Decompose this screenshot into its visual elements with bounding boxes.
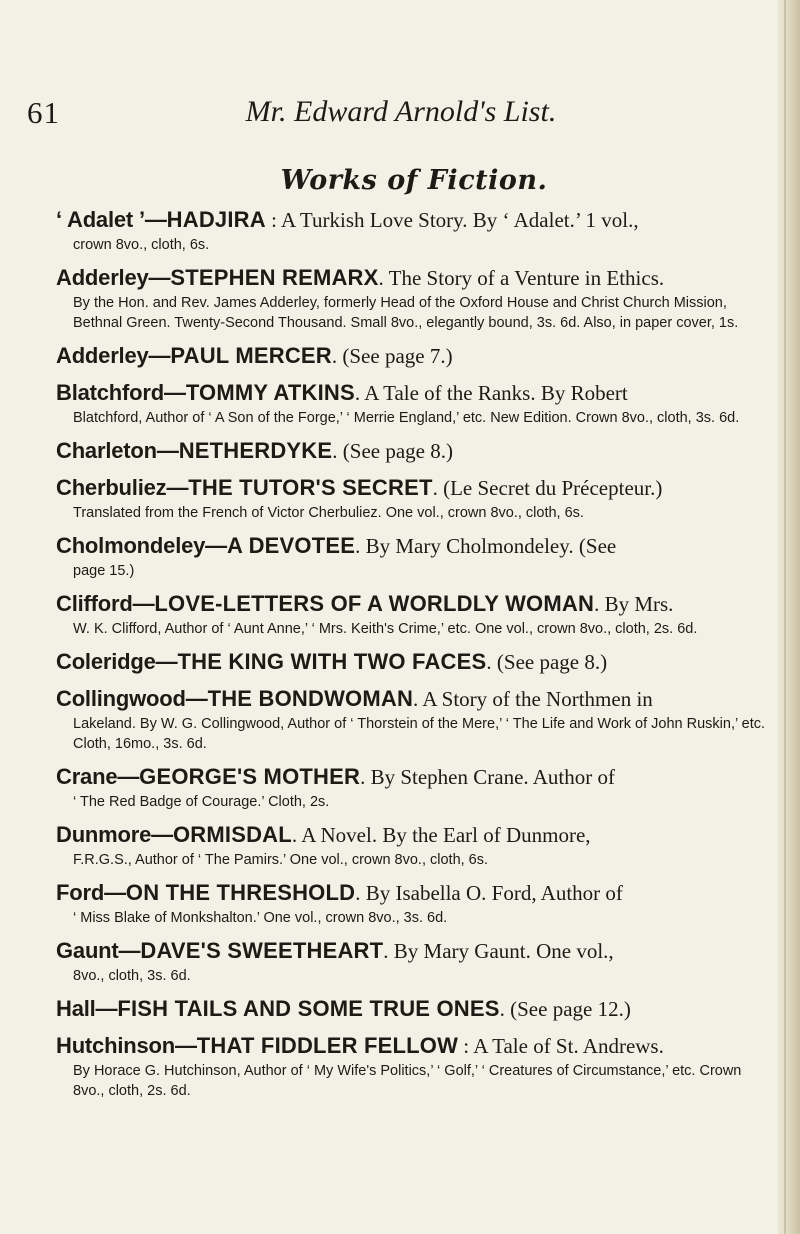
entry-detail: Blatchford, Author of ‘ A Son of the Forge,’ ‘ Merrie England,’ etc. New Edition. Crown 8vo., cloth, 3s. 6d. [73, 410, 740, 426]
entry-detail: crown 8vo., cloth, 6s. [73, 237, 210, 253]
entry-heading [56, 1032, 772, 1060]
list-item [56, 648, 772, 676]
entry-description: . A Story of the Northmen in [413, 687, 653, 711]
entry-author: Ford— [56, 880, 126, 905]
entry-author: Dunmore— [56, 822, 173, 847]
running-title: Mr. Edward Arnold's List. [245, 95, 557, 128]
entry-description: . By Mary Cholmondeley. (See [355, 534, 617, 558]
entry-description: . A Tale of the Ranks. By Robert [354, 381, 628, 405]
entry-heading [56, 532, 772, 560]
entry-detail: By the Hon. and Rev. James Adderley, formerly Head of the Oxford House and Christ Church Mission, Bethnal Green. Twenty-Second Thousand. Small 8vo., elegantly bound, 3s. 6d. Also, in paper cover, 1s. [73, 295, 739, 331]
entry-author: Charleton— [56, 438, 179, 463]
list-item [56, 590, 772, 639]
entry-author: Cholmondeley— [56, 533, 227, 558]
entry-detail: ‘ The Red Badge of Courage.’ Cloth, 2s. [73, 794, 330, 810]
entry-heading [56, 937, 772, 965]
entry-author: Hutchinson— [56, 1033, 197, 1058]
entry-description: . By Mrs. [594, 592, 674, 616]
entry-detail: 8vo., cloth, 3s. 6d. [73, 968, 191, 984]
list-item [56, 821, 772, 870]
entry-description: : A Tale of St. Andrews. [458, 1034, 664, 1058]
list-item [56, 995, 772, 1023]
entry-book-title: HADJIRA [166, 207, 266, 232]
entry-author: Collingwood— [56, 686, 208, 711]
entry-heading [56, 206, 772, 234]
entry-book-title: GEORGE'S MOTHER [139, 764, 361, 789]
entry-description: . A Novel. By the Earl of Dunmore, [291, 823, 591, 847]
entry-heading [56, 437, 772, 465]
entry-description: . (See page 8.) [332, 439, 453, 463]
entry-description: . By Stephen Crane. Author of [360, 765, 615, 789]
entry-description: . (See page 7.) [331, 344, 453, 368]
entry-book-title: DAVE'S SWEETHEART [140, 938, 384, 963]
entry-book-title: THE KING WITH TWO FACES [177, 649, 487, 674]
entry-author: Hall— [56, 996, 118, 1021]
entry-detail: page 15.) [73, 563, 135, 579]
entry-description: . (See page 12.) [499, 997, 631, 1021]
entry-author: Crane— [56, 764, 140, 789]
entry-heading [56, 821, 772, 849]
entry-book-title: ON THE THRESHOLD [125, 880, 356, 905]
page-edge [778, 0, 800, 1234]
entry-description: . (See page 8.) [486, 650, 608, 674]
page-number: 61 [27, 95, 60, 130]
entry-description: . (Le Secret du Précepteur.) [432, 476, 663, 500]
entry-description: : A Turkish Love Story. By ‘ Adalet.’ 1 vol., [265, 208, 639, 232]
page-header [25, 95, 777, 135]
entry-book-title: LOVE-LETTERS OF A WORLDLY WOMAN [154, 591, 595, 616]
entry-description: . By Mary Gaunt. One vol., [383, 939, 614, 963]
entry-detail: ‘ Miss Blake of Monkshalton.’ One vol., crown 8vo., 3s. 6d. [73, 910, 448, 926]
entry-heading [56, 264, 772, 292]
entry-book-title: STEPHEN REMARX [170, 265, 379, 290]
entry-book-title: PAUL MERCER [170, 343, 332, 368]
section-title: Works of Fiction. [280, 165, 548, 196]
entry-description: . By Isabella O. Ford, Author of [355, 881, 623, 905]
entry-book-title: A DEVOTEE [226, 533, 356, 558]
entry-detail: W. K. Clifford, Author of ‘ Aunt Anne,’ ‘ Mrs. Keith's Crime,’ etc. One vol., crown 8vo., cloth, 2s. 6d. [73, 621, 698, 637]
entry-heading [56, 685, 772, 713]
page-content [56, 165, 772, 1110]
entry-heading [56, 474, 772, 502]
entry-description: . The Story of a Venture in Ethics. [378, 266, 665, 290]
list-item [56, 532, 772, 581]
list-item [56, 937, 772, 986]
entry-book-title: THAT FIDDLER FELLOW [196, 1033, 459, 1058]
entry-book-title: THE TUTOR'S SECRET [188, 475, 433, 500]
list-item [56, 1032, 772, 1101]
entry-heading [56, 648, 772, 676]
entry-author: Coleridge— [56, 649, 178, 674]
entry-author: Cherbuliez— [56, 475, 189, 500]
list-item [56, 474, 772, 523]
entry-author: Adderley— [56, 343, 171, 368]
entry-detail: F.R.G.S., Author of ‘ The Pamirs.’ One vol., crown 8vo., cloth, 6s. [73, 852, 489, 868]
list-item [56, 437, 772, 465]
entry-book-title: TOMMY ATKINS [185, 380, 355, 405]
list-item [56, 342, 772, 370]
list-item [56, 206, 772, 255]
entry-book-title: FISH TAILS AND SOME TRUE ONES [117, 996, 500, 1021]
entry-heading [56, 879, 772, 907]
entry-book-title: THE BONDWOMAN [207, 686, 414, 711]
entry-author: ‘ Adalet ’— [56, 207, 167, 232]
list-item [56, 763, 772, 812]
entry-author: Clifford— [56, 591, 155, 616]
entry-author: Adderley— [56, 265, 171, 290]
entry-detail: Lakeland. By W. G. Collingwood, Author of ‘ Thorstein of the Mere,’ ‘ The Life and Work of John Ruskin,’ etc. Cloth, 16mo., 3s. 6d. [73, 716, 766, 752]
list-item [56, 879, 772, 928]
entry-detail: Translated from the French of Victor Cherbuliez. One vol., crown 8vo., cloth, 6s. [73, 505, 584, 521]
entry-heading [56, 379, 772, 407]
list-item [56, 379, 772, 428]
entry-book-title: NETHERDYKE [178, 438, 333, 463]
list-item [56, 264, 772, 333]
entry-heading [56, 763, 772, 791]
entry-book-title: ORMISDAL [172, 822, 292, 847]
list-item [56, 685, 772, 754]
entry-detail: By Horace G. Hutchinson, Author of ‘ My Wife's Politics,’ ‘ Golf,’ ‘ Creatures of Circumstance,’ etc. Crown 8vo., cloth, 2s. 6d. [73, 1063, 742, 1099]
entry-heading [56, 995, 772, 1023]
entry-author: Gaunt— [56, 938, 141, 963]
entry-list [56, 206, 772, 1101]
entry-heading [56, 590, 772, 618]
entry-author: Blatchford— [56, 380, 186, 405]
entry-heading [56, 342, 772, 370]
